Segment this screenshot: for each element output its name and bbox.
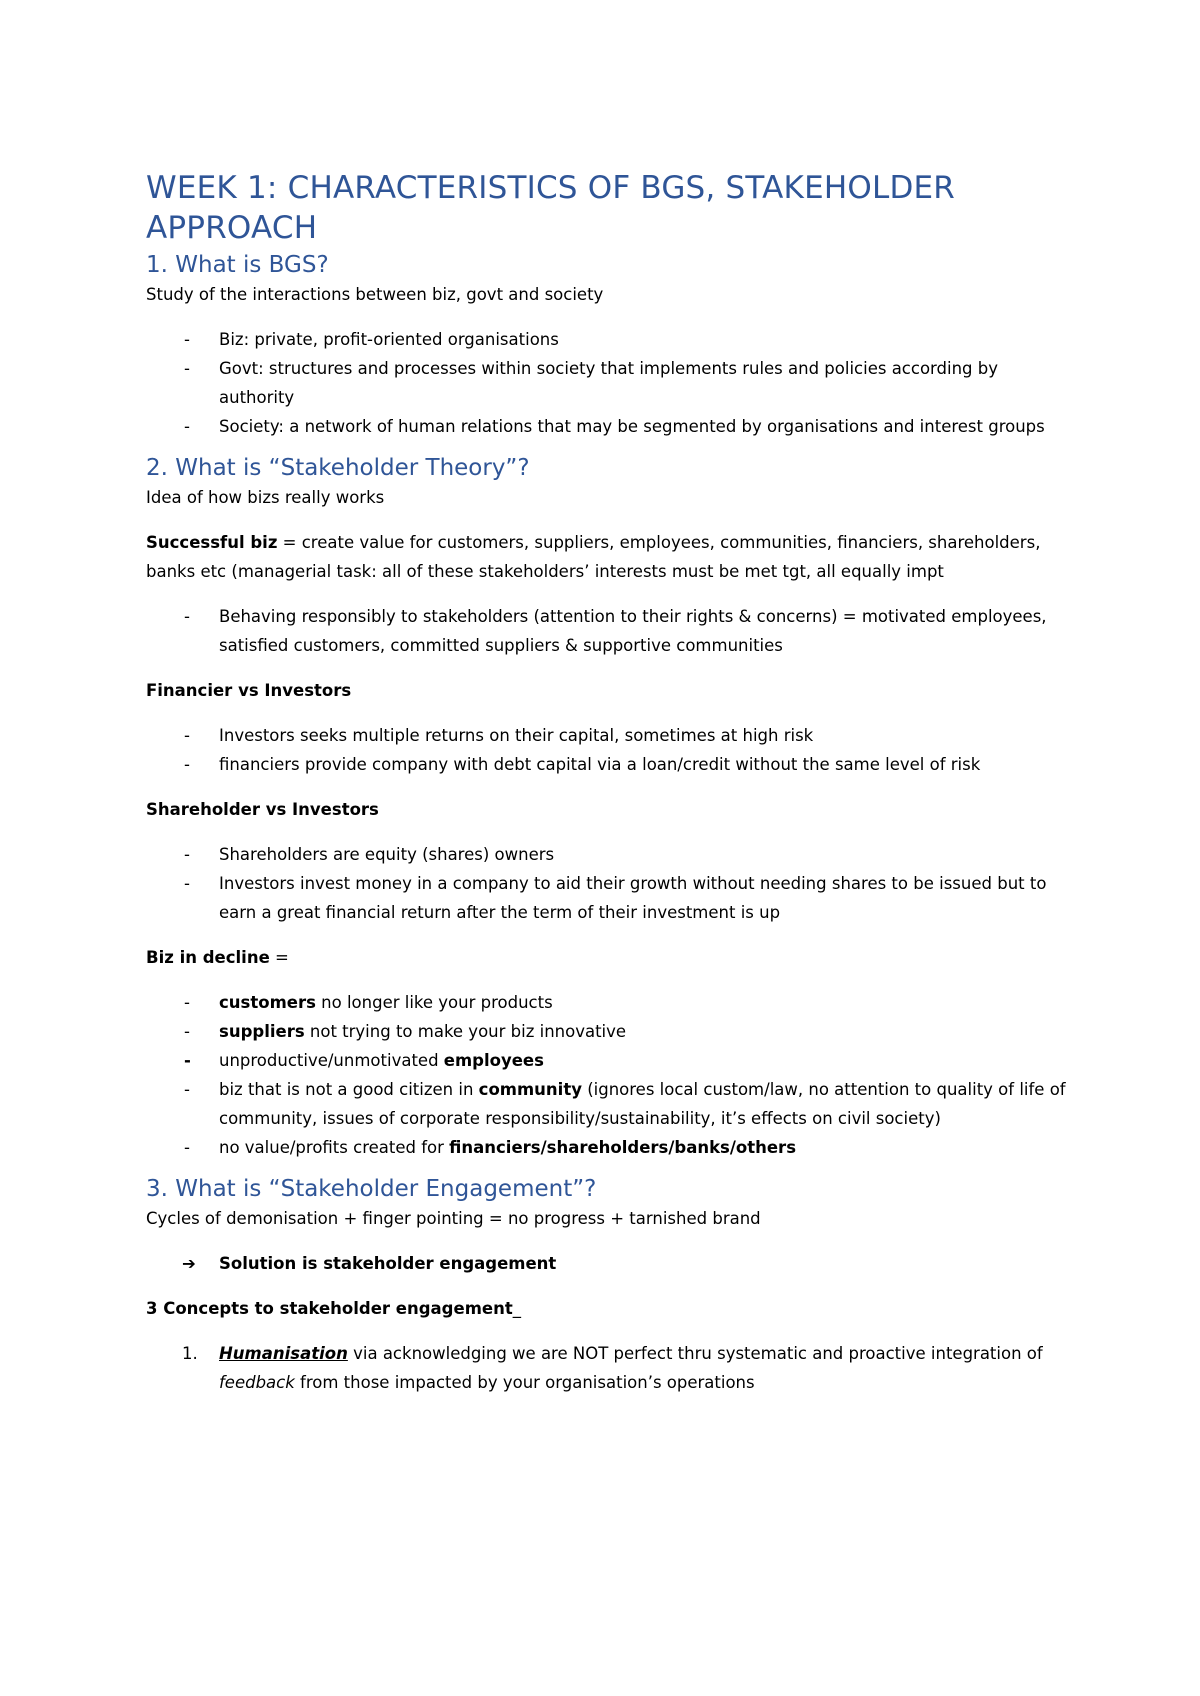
section-1-intro: Study of the interactions between biz, govt and society	[146, 285, 604, 304]
section-3-heading: 3. What is “Stakeholder Engagement”?	[146, 1176, 597, 1202]
concept-text: via acknowledging we are NOT perfect thru systematic and proactive integration of	[347, 1344, 1043, 1363]
decline-text: (ignores local custom/law, no attention to quality of life of community, issues of corporate responsibility/sustainability, it’s effects on civil society)	[219, 1080, 1066, 1128]
list-item: - Investors seeks multiple returns on their capital, sometimes at high risk	[146, 721, 1076, 750]
title-line-2: APPROACH	[146, 210, 318, 246]
shareholder-heading	[146, 795, 1076, 824]
shareholder-list	[146, 840, 1076, 927]
solution-text: Solution is stakeholder engagement	[219, 1254, 557, 1273]
concepts-heading-text: 3 Concepts to stakeholder engagement	[146, 1299, 513, 1318]
list-number: 1.	[182, 1344, 198, 1363]
section-2-intro: Idea of how bizs really works	[146, 488, 385, 507]
financier-heading-text: Financier vs Investors	[146, 681, 352, 700]
decline-list	[146, 988, 1076, 1162]
list-item: - Behaving responsibly to stakeholders (attention to their rights & concerns) = motivated employees, satisfied customers, committed suppliers & supportive communities	[146, 602, 1076, 660]
section-1-list	[146, 325, 1076, 441]
decline-heading	[146, 943, 1076, 972]
list-item: - Govt: structures and processes within society that implements rules and policies according by authority	[146, 354, 1076, 412]
list-item: - Investors invest money in a company to aid their growth without needing shares to be issued but to earn a great financial return after the term of their investment is up	[146, 869, 1076, 927]
decline-heading-text: Biz in decline	[146, 948, 270, 967]
solution-line	[146, 1249, 1076, 1278]
decline-text: not trying to make your biz innovative	[304, 1022, 627, 1041]
successful-biz-text: = create value for customers, suppliers, employees, communities, financiers, shareholders, banks etc (managerial task: all of these stakeholders’ interests must be met tgt, all equally impt	[146, 533, 1041, 581]
decline-text: no value/profits created for	[219, 1138, 450, 1157]
list-item	[146, 988, 1076, 1017]
list-item	[146, 1339, 1076, 1397]
successful-biz-label: Successful biz	[146, 533, 278, 552]
decline-heading-eq: =	[269, 948, 289, 967]
list-item	[146, 1133, 1076, 1162]
behaving-list	[146, 602, 1076, 660]
section-3-intro: Cycles of demonisation + finger pointing = no progress + tarnished brand	[146, 1209, 761, 1228]
financier-list	[146, 721, 1076, 779]
list-item: - Biz: private, profit-oriented organisations	[146, 325, 1076, 354]
list-item: - Shareholders are equity (shares) owners	[146, 840, 1076, 869]
concept-text: from those impacted by your organisation’s operations	[294, 1373, 755, 1392]
concepts-heading-trail: _	[512, 1299, 521, 1318]
document-content	[146, 168, 1076, 1397]
concepts-heading	[146, 1294, 1076, 1323]
concept-keyword: Humanisation	[219, 1344, 348, 1363]
section-2-heading: 2. What is “Stakeholder Theory”?	[146, 455, 530, 481]
title-line-1: WEEK 1: CHARACTERISTICS OF BGS, STAKEHOLDER	[146, 170, 956, 206]
decline-keyword: customers	[219, 993, 316, 1012]
decline-keyword: employees	[443, 1051, 544, 1070]
concepts-list	[146, 1339, 1076, 1397]
list-item	[146, 1017, 1076, 1046]
section-1-heading: 1. What is BGS?	[146, 252, 329, 278]
document-title	[146, 168, 1076, 248]
list-item	[146, 1075, 1076, 1133]
decline-keyword: financiers/shareholders/banks/others	[449, 1138, 797, 1157]
decline-text: unproductive/unmotivated	[219, 1051, 444, 1070]
decline-keyword: community	[478, 1080, 582, 1099]
decline-text: no longer like your products	[315, 993, 553, 1012]
decline-text: biz that is not a good citizen in	[219, 1080, 479, 1099]
list-item: - Society: a network of human relations that may be segmented by organisations and interest groups	[146, 412, 1076, 441]
concept-italic: feedback	[219, 1373, 295, 1392]
arrow-right-icon: ➔	[182, 1254, 196, 1273]
financier-heading	[146, 676, 1076, 705]
successful-biz-paragraph	[146, 528, 1076, 586]
decline-keyword: suppliers	[219, 1022, 305, 1041]
shareholder-heading-text: Shareholder vs Investors	[146, 800, 379, 819]
list-item: - financiers provide company with debt capital via a loan/credit without the same level of risk	[146, 750, 1076, 779]
list-item	[146, 1046, 1076, 1075]
